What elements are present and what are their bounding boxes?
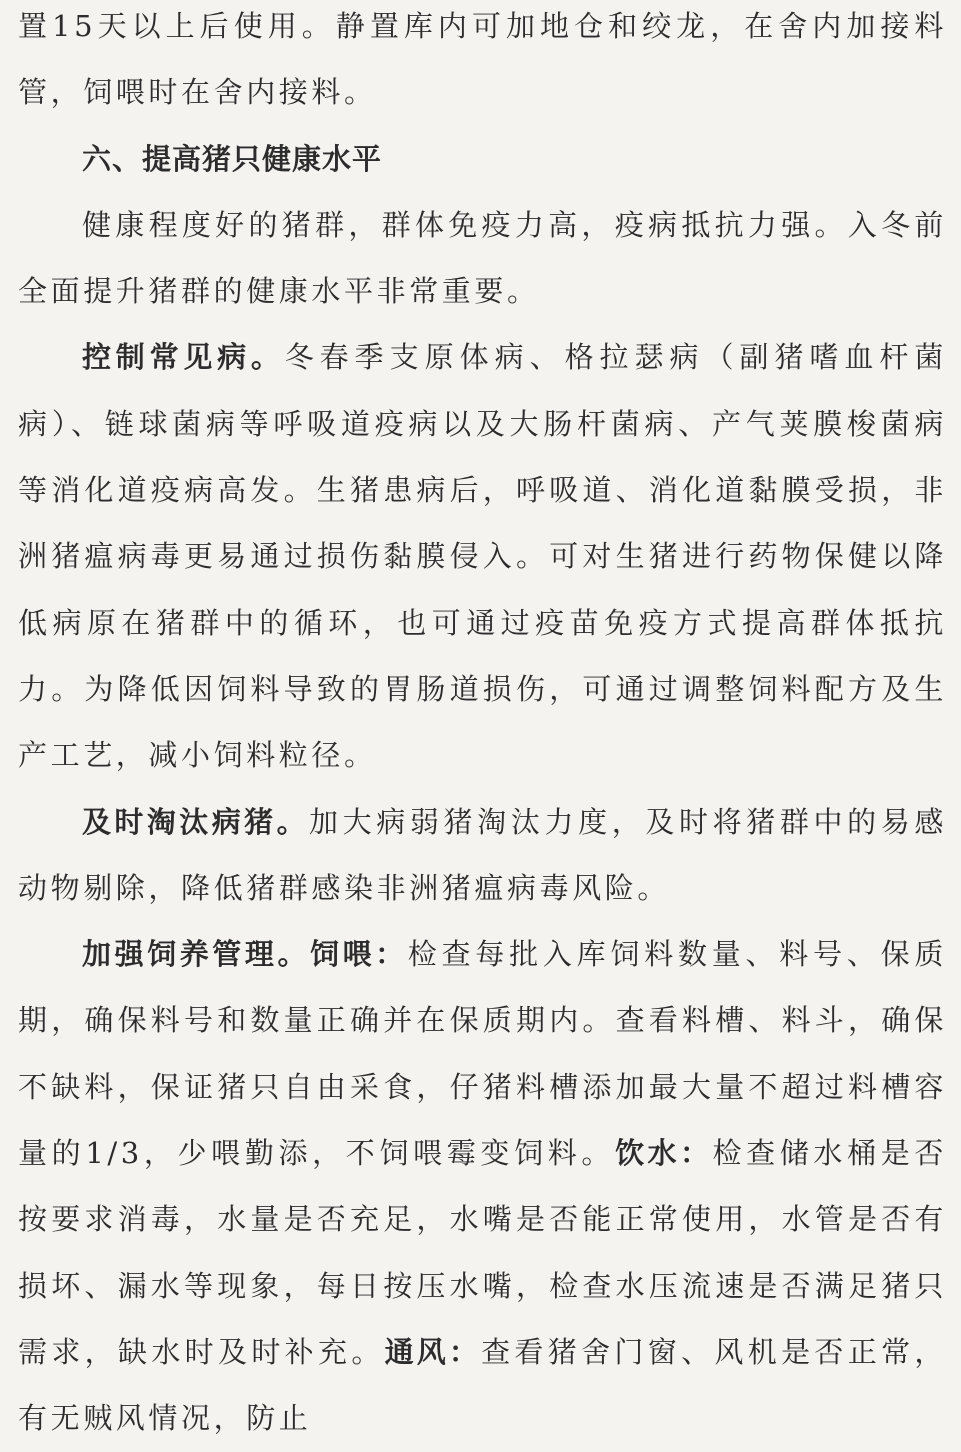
- section-heading: 六、提高猪只健康水平: [82, 141, 383, 176]
- paragraph-lead: 加强饲养管理。: [82, 937, 311, 972]
- paragraph-cull-sick-pigs: [18, 789, 947, 922]
- paragraph-text: 健康程度好的猪群，群体免疫力高，疫病抵抗力强。入冬前全面提升猪群的健康水平非常重要。: [18, 207, 947, 309]
- paragraph-text: 检查储水桶是否按要求消毒，水量是否充足，水嘴是否能正常使用，水管是否有损坏、漏水等现象，每日按压水嘴，检查水压流速是否满足猪只需求，缺水时及时补充。: [18, 1136, 948, 1369]
- subheading-water: 饮水：: [615, 1136, 713, 1171]
- paragraph-text: 加大病弱猪淘汰力度，及时将猪群中的易感动物剔除，降低猪群感染非洲猪瘟病毒风险。: [18, 804, 947, 905]
- subheading-ventilation: 通风：: [384, 1334, 482, 1369]
- subheading-feeding: 饲喂：: [310, 937, 408, 972]
- paragraph-feeding-management: [18, 921, 947, 1451]
- paragraph-text: 冬春季支原体病、格拉瑟病（副猪嗜血杆菌病）、链球菌病等呼吸道疫病以及大肠杆菌病、产气荚膜梭菌病等消化道疫病高发。生猪患病后，呼吸道、消化道黏膜受损，非洲猪瘟病毒更易通过损伤黏膜侵入。可对生猪进行药物保健以降低病原在猪群中的循环，也可通过疫苗免疫方式提高群体抵抗力。为降低因饲料导致的胃肠道损伤，可通过调整饲料配方及生产工艺，减小饲料粒径。: [18, 340, 947, 773]
- paragraph-text: 检查每批入库饲料数量、料号、保质期，确保料号和数量正确并在保质期内。查看料槽、料斗，确保不缺料，保证猪只自由采食，仔猪料槽添加最大量不超过料槽容量的1/3，少喂勤添，不饲喂霉变饲料。: [18, 937, 947, 1171]
- paragraph-lead: 控制常见病。: [82, 340, 285, 375]
- paragraph-text: 查看猪舍门窗、风机是否正常，有无贼风情况，防止: [18, 1334, 948, 1436]
- paragraph-feed-storage: [18, 0, 947, 126]
- paragraph-lead: 及时淘汰病猪。: [82, 804, 310, 839]
- paragraph-text: 置15天以上后使用。静置库内可加地仓和绞龙，在舍内加接料管，饲喂时在舍内接料。: [18, 9, 947, 110]
- paragraph-health-intro: [18, 192, 947, 325]
- paragraph-control-diseases: [18, 324, 947, 788]
